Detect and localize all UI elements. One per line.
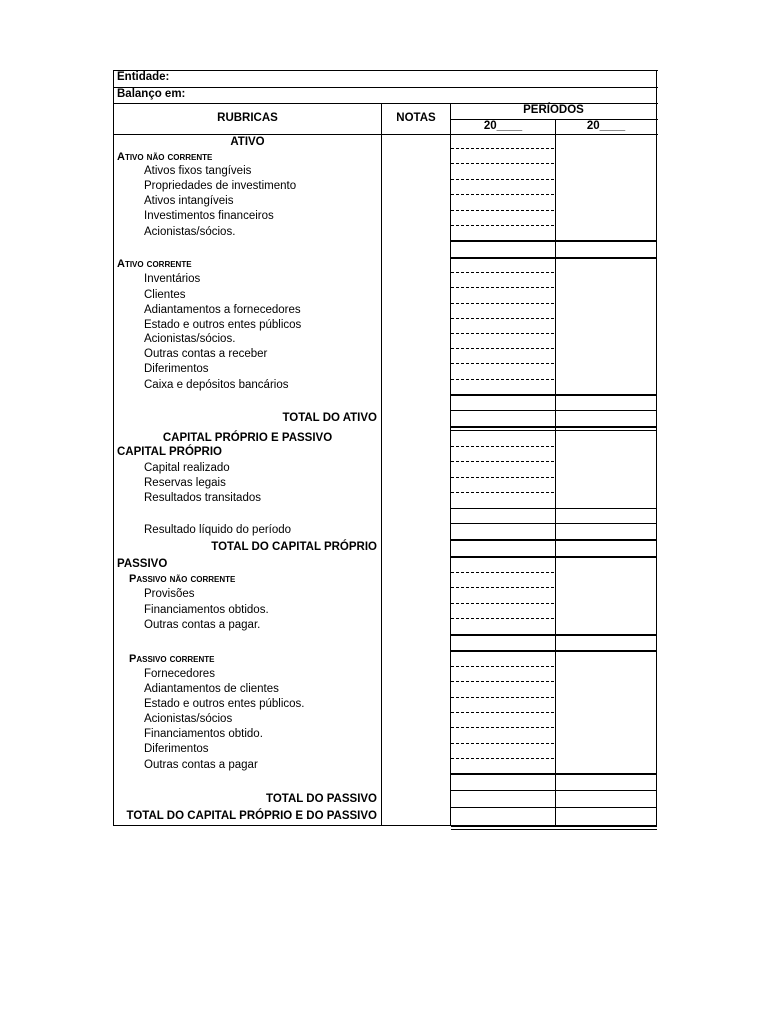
- entry-line: [451, 210, 554, 211]
- entry-line: [451, 179, 554, 180]
- entry-line: [451, 461, 554, 462]
- rubricas-header: RUBRICAS: [217, 112, 278, 124]
- list-item: Acionistas/sócios.: [144, 333, 236, 345]
- list-item: Outras contas a receber: [144, 348, 268, 360]
- list-item: Financiamentos obtido.: [144, 728, 263, 740]
- total-rule: [451, 426, 657, 428]
- list-item: Acionistas/sócios: [144, 713, 233, 725]
- list-item: Ativos intangíveis: [144, 195, 234, 207]
- entry-line: [451, 743, 554, 744]
- list-item: Resultados transitados: [144, 492, 261, 504]
- ativo-title: ATIVO: [230, 136, 265, 148]
- total-rule: [451, 825, 657, 827]
- list-item: Adiantamentos de clientes: [144, 683, 279, 695]
- year1-header: 20____: [483, 120, 523, 132]
- list-item: Caixa e depósitos bancários: [144, 379, 289, 391]
- balanco-label: Balanço em:: [117, 88, 186, 100]
- list-item: Clientes: [144, 289, 186, 301]
- entry-line: [451, 363, 554, 364]
- entry-line: [451, 194, 554, 195]
- entry-line: [451, 697, 554, 698]
- ativo-nao-corrente-label: Ativo não corrente: [117, 151, 213, 163]
- entry-line: [451, 712, 554, 713]
- list-item: Estado e outros entes públicos: [144, 319, 302, 331]
- total-rule: [451, 539, 657, 541]
- entry-line: [451, 681, 554, 682]
- entry-line: [451, 148, 554, 149]
- list-item: Acionistas/sócios.: [144, 226, 236, 238]
- total-capital-passivo: TOTAL DO CAPITAL PRÓPRIO E DO PASSIVO: [126, 810, 377, 822]
- total-capital-proprio: TOTAL DO CAPITAL PRÓPRIO: [211, 541, 377, 553]
- entry-line: [451, 333, 554, 334]
- list-item: Propriedades de investimento: [144, 180, 297, 192]
- total-rule: [451, 650, 657, 652]
- entry-line: [451, 379, 554, 380]
- entry-line: [451, 163, 554, 164]
- total-passivo: TOTAL DO PASSIVO: [266, 793, 377, 805]
- entry-line: [451, 603, 554, 604]
- list-item: Provisões: [144, 588, 195, 600]
- list-item: Ativos fixos tangíveis: [144, 165, 252, 177]
- total-rule: [451, 556, 657, 558]
- entry-line: [451, 572, 554, 573]
- total-rule: [451, 257, 657, 259]
- list-item: Financiamentos obtidos.: [144, 604, 269, 616]
- entry-line: [451, 618, 554, 619]
- capital-passivo-title: CAPITAL PRÓPRIO E PASSIVO: [162, 432, 333, 444]
- list-item: Adiantamentos a fornecedores: [144, 304, 301, 316]
- entry-line: [451, 303, 554, 304]
- total-rule: [451, 829, 657, 830]
- notas-header: NOTAS: [396, 112, 436, 124]
- entry-line: [451, 666, 554, 667]
- passivo-corrente-label: Passivo corrente: [129, 653, 215, 665]
- ativo-corrente-label: Ativo corrente: [117, 258, 192, 270]
- entidade-label: Entidade:: [117, 71, 170, 83]
- total-rule: [451, 410, 657, 411]
- list-item: Investimentos financeiros: [144, 210, 274, 222]
- total-rule: [451, 394, 657, 396]
- total-rule: [451, 430, 657, 431]
- entry-line: [451, 225, 554, 226]
- list-item: Outras contas a pagar.: [144, 619, 261, 631]
- entry-line: [451, 492, 554, 493]
- list-item: Outras contas a pagar: [144, 759, 258, 771]
- passivo-nao-corrente-label: Passivo não corrente: [129, 573, 236, 585]
- entry-line: [451, 727, 554, 728]
- passivo-label: PASSIVO: [117, 558, 168, 570]
- list-item: Capital realizado: [144, 462, 230, 474]
- total-ativo: TOTAL DO ATIVO: [282, 412, 377, 424]
- total-rule: [451, 634, 657, 636]
- total-rule: [451, 240, 657, 242]
- total-rule: [451, 790, 657, 791]
- total-rule: [451, 773, 657, 775]
- list-item: Diferimentos: [144, 743, 209, 755]
- list-item: Fornecedores: [144, 668, 215, 680]
- entry-line: [451, 348, 554, 349]
- total-rule: [451, 523, 657, 524]
- capital-proprio-label: CAPITAL PRÓPRIO: [117, 446, 222, 458]
- entry-line: [451, 587, 554, 588]
- list-item: Diferimentos: [144, 363, 209, 375]
- list-item: Inventários: [144, 273, 201, 285]
- periodos-header: PERÍODOS: [523, 104, 584, 116]
- total-rule: [451, 807, 657, 808]
- entry-line: [451, 318, 554, 319]
- entry-line: [451, 287, 554, 288]
- entry-line: [451, 477, 554, 478]
- entry-line: [451, 272, 554, 273]
- year2-header: 20____: [586, 120, 626, 132]
- entry-line: [451, 758, 554, 759]
- list-item: Reservas legais: [144, 477, 226, 489]
- entry-line: [451, 446, 554, 447]
- total-rule: [451, 508, 657, 509]
- list-item: Estado e outros entes públicos.: [144, 698, 305, 710]
- resultado-liquido: Resultado líquido do período: [144, 524, 292, 536]
